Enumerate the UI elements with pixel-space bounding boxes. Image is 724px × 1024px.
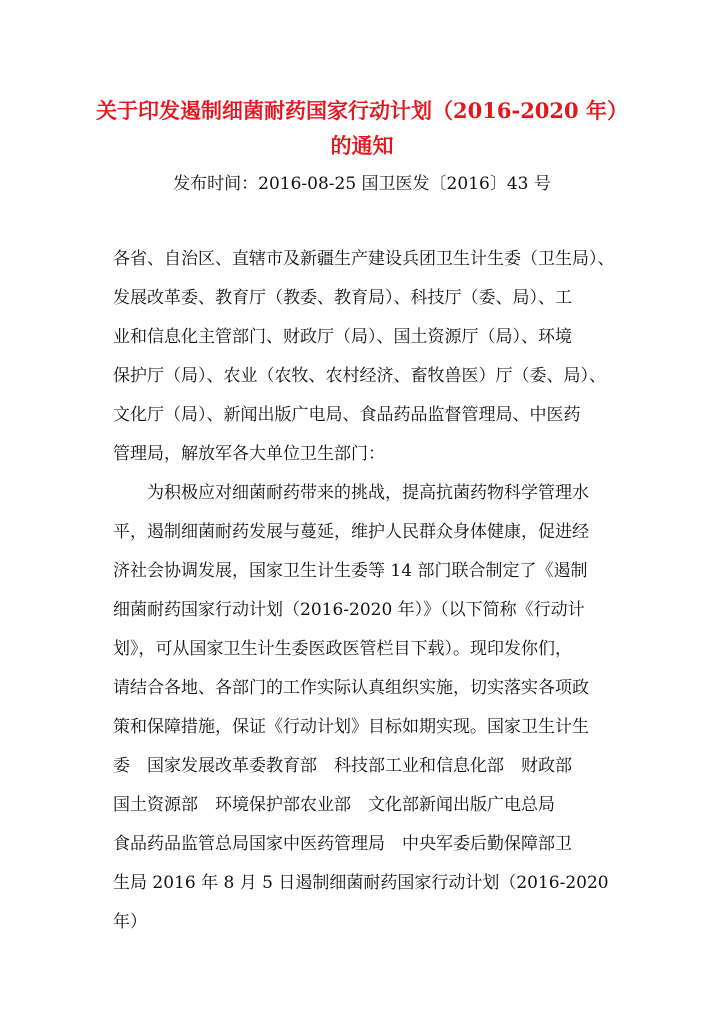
addressee-line: 管理局，解放军各大单位卫生部门： [113,444,385,464]
publish-info: 发布时间：2016-08-25 国卫医发〔2016〕43 号 [173,174,551,194]
body-line: 划》，可从国家卫生计生委医政医管栏目下载）。现印发你们， [113,639,572,659]
addressee-line: 各省、自治区、直辖市及新疆生产建设兵团卫生计生委（卫生局）、 [113,249,615,269]
document-title-line-1: 关于印发遏制细菌耐药国家行动计划（2016-2020 年） [96,98,628,123]
body-line: 细菌耐药国家行动计划（2016-2020 年）》（以下简称《行动计 [113,600,585,620]
body-line: 为积极应对细菌耐药带来的挑战，提高抗菌药物科学管理水 [147,483,589,503]
addressee-line: 保护厅（局）、农业（农牧、农村经济、畜牧兽医）厅（委、局）、 [113,366,606,386]
body-line: 食品药品监管总局国家中医药管理局 中央军委后勤保障部卫 [113,834,572,854]
addressee-line: 业和信息化主管部门、财政厅（局）、国土资源厅（局）、环境 [113,327,572,347]
body-line: 生局 2016 年 8 月 5 日遏制细菌耐药国家行动计划（2016-2020 [113,873,609,893]
body-line: 年） [113,912,147,932]
body-line: 济社会协调发展，国家卫生计生委等 14 部门联合制定了《遏制 [113,561,588,581]
addressee-line: 发展改革委、教育厅（教委、教育局）、科技厅（委、局）、工 [113,288,572,308]
document-title-line-2: 的通知 [330,133,394,158]
body-line: 国土资源部 环境保护部农业部 文化部新闻出版广电总局 [113,795,555,815]
body-line: 策和保障措施，保证《行动计划》目标如期实现。国家卫生计生 [113,717,589,737]
body-line: 平，遏制细菌耐药发展与蔓延，维护人民群众身体健康，促进经 [113,522,589,542]
addressee-line: 文化厅（局）、新闻出版广电局、食品药品监督管理局、中医药 [113,405,581,425]
body-line: 委 国家发展改革委教育部 科技部工业和信息化部 财政部 [113,756,572,776]
body-line: 请结合各地、各部门的工作实际认真组织实施，切实落实各项政 [113,678,589,698]
